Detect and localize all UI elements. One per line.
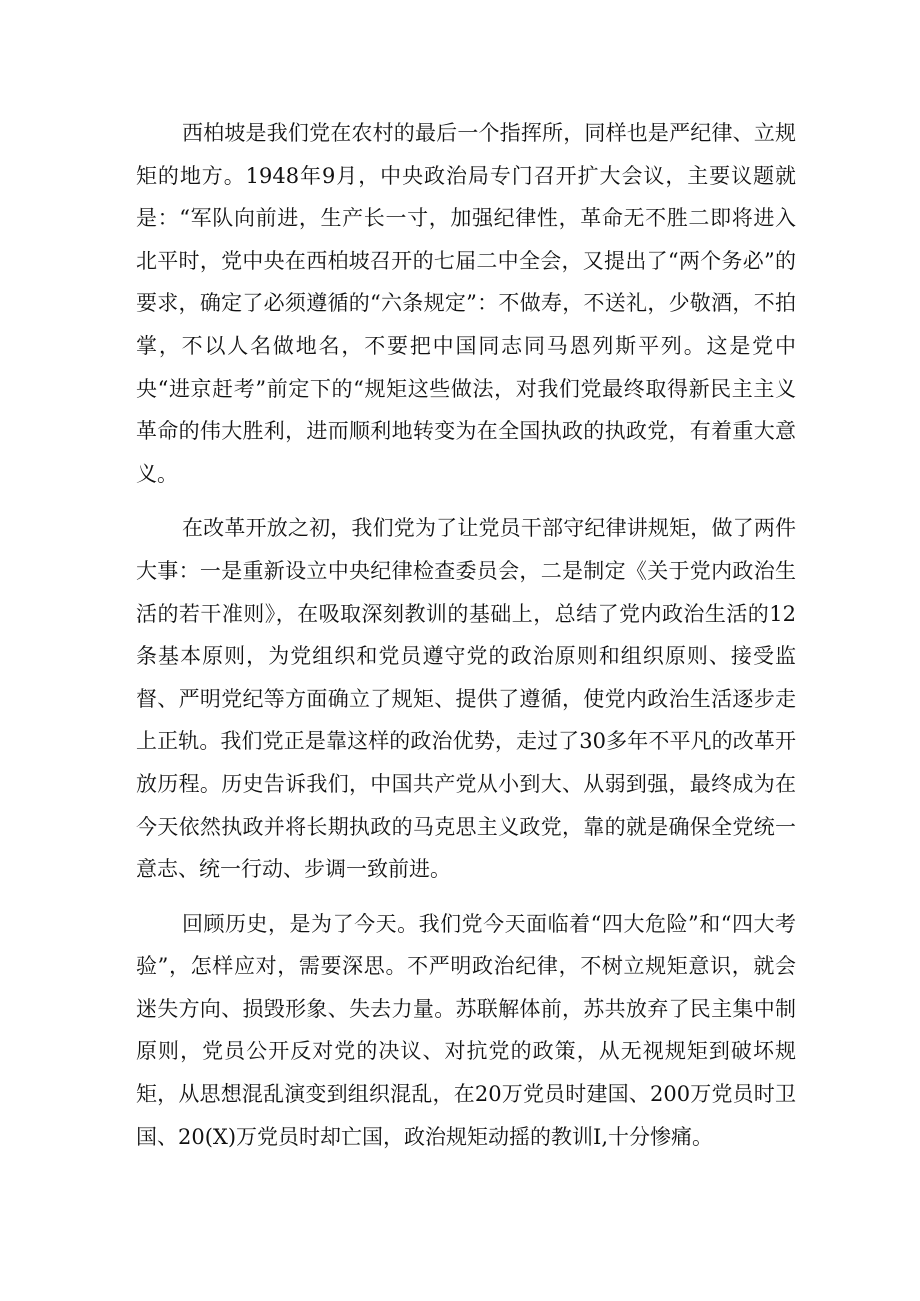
- document-page: [136, 112, 796, 1158]
- paragraph-reform-opening: 在改革开放之初，我们党为了让党员干部守纪律讲规矩，做了两件大事：一是重新设立中央纪律检查委员会，二是制定《关于党内政治生活的若干准则》，在吸取深刻教训的基础上，总结了党内政治生活的12条基本原则，为党组织和党员遵守党的政治原则和组织原则、接受监督、严明党纪等方面确立了规矩、提供了遵循，使党内政治生活逐步走上正轨。我们党正是靠这样的政治优势，走过了30多年不平凡的改革开放历程。历史告诉我们，中国共产党从小到大、从弱到强，最终成为在今天依然执政并将长期执政的马克思主义政党，靠的就是确保全党统一意志、统一行动、步调一致前进。: [136, 516, 796, 882]
- paragraph-xibaipo: 西柏坡是我们党在农村的最后一个指挥所，同样也是严纪律、立规矩的地方。1948年9月，中央政治局专门召开扩大会议，主要议题就是：“军队向前进，生产长一寸，加强纪律性，革命无不胜二即将进入北平时，党中央在西柏坡召开的七届二中全会，又提出了“两个务必”的要求，确定了必须遵循的“六条规定”：不做寿，不送礼，少敬酒，不拍掌，不以人名做地名，不要把中国同志同马恩列斯平列。这是党中央“进京赶考”前定下的“规矩这些做法，对我们党最终取得新民主主义革命的伟大胜利，进而顺利地转变为在全国执政的执政党，有着重大意义。: [136, 121, 796, 486]
- paragraph-review-history: 回顾历史，是为了今天。我们党今天面临着“四大危险”和“四大考验”，怎样应对，需要深思。不严明政治纪律，不树立规矩意识，就会迷失方向、损毁形象、失去力量。苏联解体前，苏共放弃了民主集中制原则，党员公开反对党的决议、对抗党的政策，从无视规矩到破坏规矩，从思想混乱演变到组织混乱，在20万党员时建国、200万党员时卫国、20(X)万党员时却亡国，政治规矩动摇的教训I,十分惨痛。: [136, 911, 796, 1149]
